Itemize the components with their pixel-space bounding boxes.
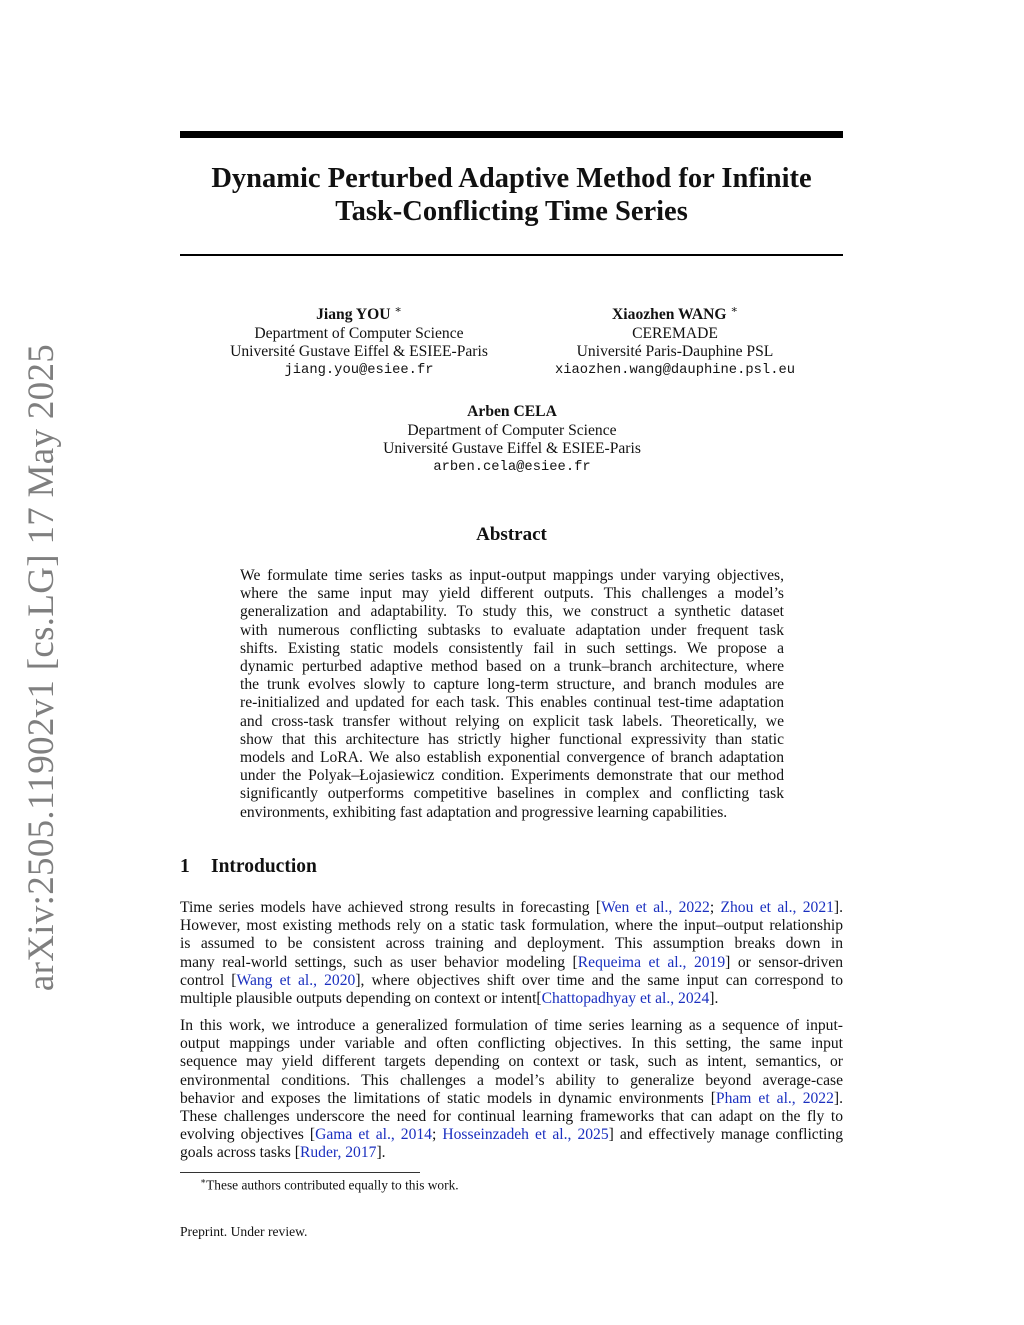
abstract-line: models and LoRA. We also establish exponential convergence of branch adaptation xyxy=(240,749,784,767)
paragraph-line: evolving objectives [Gama et al., 2014; Hosseinzadeh et al., 2025] and effectively manage conflicting xyxy=(180,1126,843,1144)
author-affiliation: Department of Computer Science xyxy=(407,421,617,439)
author-name: Jiang YOU ∗ xyxy=(316,304,402,324)
paragraph-line: is assumed to be consistent across training and deployment. This assumption breaks down in xyxy=(180,935,843,953)
abstract-body xyxy=(240,567,784,822)
arxiv-identifier-stamp xyxy=(14,343,70,991)
footnote-rule xyxy=(180,1172,420,1173)
paragraph-line: However, most existing methods rely on a static task formulation, where the input–output relationship xyxy=(180,917,843,935)
abstract-line: We formulate time series tasks as input-output mappings under varying objectives, xyxy=(240,567,784,584)
author-block-3 xyxy=(340,403,684,477)
paragraph-line: control [Wang et al., 2020], where objectives shift over time and the same input can correspond to xyxy=(180,971,844,989)
abstract-line: and cross-task transfer without relying on explicit task labels. Theoretically, we xyxy=(240,712,784,730)
citation-link[interactable]: Chattopadhyay et al., 2024 xyxy=(541,990,710,1008)
equal-contribution-mark: ∗ xyxy=(730,304,738,316)
intro-paragraph-1 xyxy=(180,899,843,1008)
paragraph-line: Time series models have achieved strong results in forecasting [Wen et al., 2022; Zhou et al., 2021]. xyxy=(180,899,844,916)
author-name: Xiaozhen WANG ∗ xyxy=(612,304,738,324)
abstract-line: show that this architecture has strictly higher functional expressivity than static xyxy=(240,730,784,748)
paragraph-line: environmental conditions. This challenges a model’s ability to generalize beyond average-case xyxy=(180,1071,843,1089)
title-bottom-rule xyxy=(180,254,843,256)
preprint-note: Preprint. Under review. xyxy=(180,1224,308,1239)
equal-contribution-mark: ∗ xyxy=(394,304,402,316)
abstract-line: under the Polyak–Łojasiewicz condition. Experiments demonstrate that our method xyxy=(240,767,784,785)
abstract-line: dynamic perturbed adaptive method based on a trunk–branch architecture, where xyxy=(240,658,784,676)
citation-link[interactable]: Requeima et al., 2019 xyxy=(577,953,726,971)
paragraph-line: output mappings under variable and often conflicting objectives. In this setting, the same input xyxy=(180,1035,843,1053)
author-email[interactable]: arben.cela@esiee.fr xyxy=(433,459,591,475)
title-line-2: Task-Conflicting Time Series xyxy=(335,196,688,227)
author-block-2 xyxy=(530,301,820,380)
author-affiliation: CEREMADE xyxy=(632,324,718,342)
paragraph-line: multiple plausible outputs depending on context or intent[Chattopadhyay et al., 2024]. xyxy=(180,990,719,1008)
abstract-line: environments, exhibiting fast adaptation and progressive learning capabilities. xyxy=(240,803,728,821)
abstract-line: shifts. Existing static models consistently fail in such settings. We propose a xyxy=(240,639,784,657)
citation-link[interactable]: Zhou et al., 2021 xyxy=(720,899,834,916)
footnote-mark: ∗ xyxy=(200,1176,207,1186)
section-number: 1 xyxy=(180,856,190,877)
citation-link[interactable]: Wang et al., 2020 xyxy=(236,971,356,989)
abstract-line: significantly outperforms competitive baselines in complex and conflicting task xyxy=(240,785,784,803)
paragraph-line: In this work, we introduce a generalized formulation of time series learning as a sequence of input- xyxy=(180,1017,843,1034)
paragraph-line: goals across tasks [Ruder, 2017]. xyxy=(180,1144,386,1162)
intro-paragraph-2 xyxy=(180,1017,843,1163)
paragraph-line: behavior and exposes the limitations of static models in dynamic environments [Pham et al., 2022]. xyxy=(180,1089,843,1107)
citation-link[interactable]: Hosseinzadeh et al., 2025 xyxy=(442,1126,609,1144)
author-affiliation: Department of Computer Science xyxy=(254,324,464,342)
section-heading-introduction xyxy=(180,856,317,878)
citation-link[interactable]: Ruder, 2017 xyxy=(299,1144,377,1162)
citation-link[interactable]: Pham et al., 2022 xyxy=(715,1089,834,1107)
author-email[interactable]: jiang.you@esiee.fr xyxy=(284,362,434,378)
author-name: Arben CELA xyxy=(467,403,557,420)
paragraph-line: sequence may yield different targets depending on context or task, such as intent, semantics, or xyxy=(180,1053,843,1071)
arxiv-id-text: arXiv:2505.11902v1 [cs.LG] 17 May 2025 xyxy=(21,343,63,991)
author-affiliation: Université Paris-Dauphine PSL xyxy=(576,343,774,361)
abstract-line: re-initialized and updated for each task. This enables continual test-time adaptation xyxy=(240,694,784,712)
author-email[interactable]: xiaozhen.wang@dauphine.psl.eu xyxy=(554,362,796,378)
author-affiliation: Université Gustave Eiffel & ESIEE-Paris xyxy=(230,343,488,361)
author-block-1 xyxy=(200,301,518,380)
paragraph-line: many real-world settings, such as user behavior modeling [Requeima et al., 2019] or sensor-driven xyxy=(180,953,843,971)
author-affiliation: Université Gustave Eiffel & ESIEE-Paris xyxy=(383,440,641,457)
abstract-line: the trunk evolves slowly to capture long-term structure, and branch modules are xyxy=(240,676,784,694)
abstract-heading: Abstract xyxy=(476,524,547,545)
citation-link[interactable]: Wen et al., 2022 xyxy=(601,899,710,916)
paper-title xyxy=(180,162,843,228)
section-title: Introduction xyxy=(211,856,317,877)
citation-link[interactable]: Gama et al., 2014 xyxy=(315,1126,432,1144)
abstract-line: where the same input may yield different outputs. This challenges a model’s xyxy=(240,585,784,603)
abstract-line: with numerous conflicting subtasks to evaluate adaptation under frequent task xyxy=(240,621,784,639)
footnote xyxy=(200,1176,459,1193)
paragraph-line: These challenges underscore the need for continual learning frameworks that can adapt on the fly to xyxy=(180,1108,843,1126)
footnote-text: These authors contributed equally to this work. xyxy=(206,1177,459,1193)
title-top-rule xyxy=(180,131,843,138)
title-line-1: Dynamic Perturbed Adaptive Method for Infinite xyxy=(211,163,812,194)
abstract-line: generalization and adaptability. To study this, we construct a synthetic dataset xyxy=(240,603,784,621)
